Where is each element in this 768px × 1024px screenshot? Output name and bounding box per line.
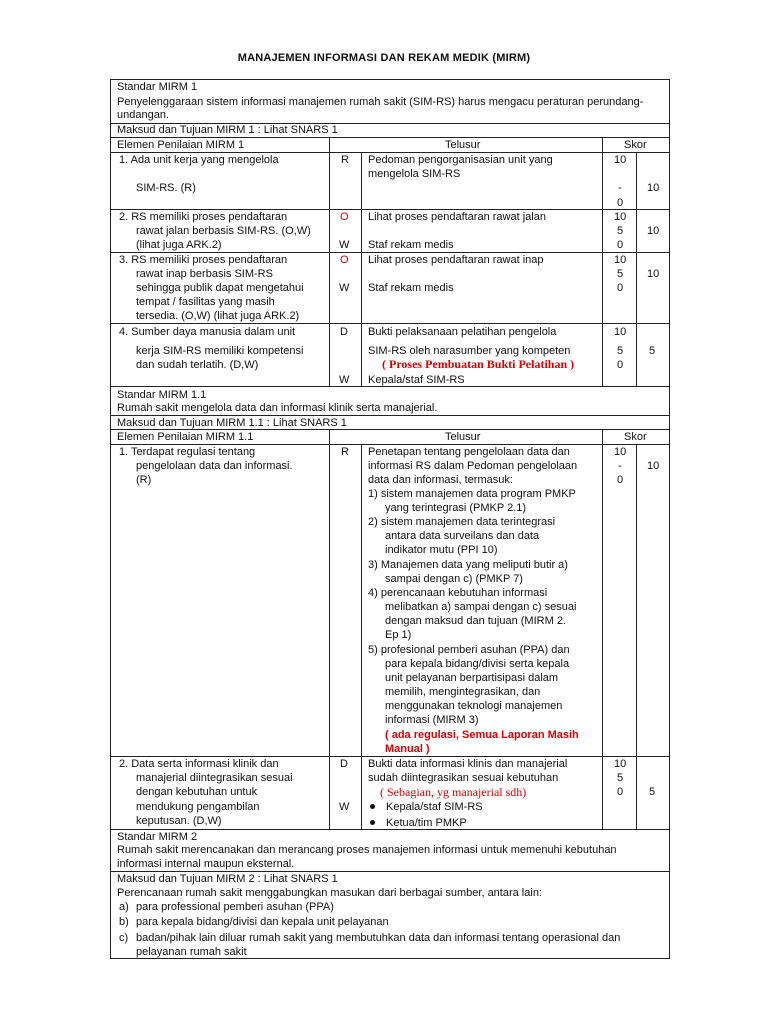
standard-description-cont: undangan. — [117, 109, 169, 121]
telusur-text: sudah diintegrasikan sesuai kebutuhan — [368, 772, 559, 784]
elemen-text: sehingga publik dapat mengetahui — [136, 282, 304, 294]
telusur-text: Lihat proses pendaftaran rawat inap — [368, 254, 544, 266]
col-header-skor: Skor — [624, 431, 647, 443]
telusur-text: yang terintegrasi (PMKP 2.1) — [385, 502, 527, 514]
telusur-text: dengan maksud dan tujuan (MIRM 2. — [385, 615, 566, 627]
elemen-text: 2. Data serta informasi klinik dan — [119, 758, 279, 770]
elemen-text: (R) — [136, 474, 152, 486]
code-letter: R — [341, 446, 349, 458]
elemen-text: keputusan. (D,W) — [136, 815, 222, 827]
code-letter: W — [339, 239, 350, 251]
elemen-text: (lihat juga ARK.2) — [136, 239, 222, 251]
col-header-telusur: Telusur — [445, 139, 481, 151]
code-letter: W — [339, 374, 350, 386]
elemen-text: 3. RS memiliki proses pendaftaran — [119, 254, 288, 266]
telusur-text: informasi (MIRM 3) — [385, 714, 479, 726]
elemen-text: kerja SIM-RS memiliki kompetensi — [136, 345, 304, 357]
elemen-text: mendukung pengambilan — [136, 801, 260, 813]
code-letter: W — [339, 282, 350, 294]
telusur-text: menggunakan teknologi manajemen — [385, 700, 563, 712]
elemen-text: SIM-RS. (R) — [136, 182, 196, 194]
elemen-text: 1. Ada unit kerja yang mengelola — [119, 154, 279, 166]
score-value: 10 — [614, 446, 627, 458]
elemen-text: 2. RS memiliki proses pendaftaran — [119, 211, 288, 223]
telusur-text: Kepala/staf SIM-RS — [368, 374, 465, 386]
elemen-text: rawat inap berbasis SIM-RS — [136, 268, 273, 280]
annotation-note: ( ada regulasi, Semua Laporan Masih — [385, 729, 579, 741]
score-value: 0 — [617, 786, 624, 798]
score-value: - — [618, 182, 622, 194]
bullet-icon — [370, 804, 375, 809]
score-value: 10 — [614, 211, 627, 223]
col-header-elemen: Elemen Penilaian MIRM 1.1 — [117, 431, 254, 443]
telusur-text: indikator mutu (PPI 10) — [385, 544, 498, 556]
telusur-text: Bukti pelaksanaan pelatihan pengelola — [368, 326, 557, 338]
telusur-text: Ep 1) — [385, 629, 412, 641]
code-letter: W — [339, 801, 350, 813]
code-letter: R — [341, 154, 349, 166]
telusur-text: data dan informasi, termasuk: — [368, 474, 513, 486]
elemen-text: dan sudah terlatih. (D,W) — [136, 359, 259, 371]
score-value: 10 — [614, 254, 627, 266]
standard-label: Standar MIRM 1 — [117, 81, 198, 93]
telusur-text: 1) sistem manajemen data program PMKP — [368, 488, 576, 500]
score-value: 0 — [617, 474, 624, 486]
list-item: badan/pihak lain diluar rumah sakit yang membutuhkan data dan informasi tentang operasional dan — [136, 932, 621, 944]
telusur-text: memilih, mengintegrasikan, dan — [385, 686, 541, 698]
telusur-text: Staf rekam medis — [368, 282, 454, 294]
maksud-tujuan: Maksud dan Tujuan MIRM 1 : Lihat SNARS 1 — [117, 124, 338, 136]
code-letter: D — [340, 326, 348, 338]
code-letter: D — [340, 758, 348, 770]
max-score: 10 — [647, 182, 660, 194]
max-score: 10 — [647, 268, 660, 280]
score-value: 5 — [617, 268, 624, 280]
telusur-text: Penetapan tentang pengelolaan data dan — [368, 446, 570, 458]
max-score: 10 — [647, 225, 660, 237]
score-value: - — [618, 460, 622, 472]
score-value: 0 — [617, 359, 624, 371]
standard-description-cont: informasi internal maupun eksternal. — [117, 858, 295, 870]
score-value: 10 — [614, 326, 627, 338]
telusur-text: Bukti data informasi klinis dan manajerial — [368, 758, 568, 770]
list-marker: b) — [119, 916, 129, 928]
list-item: para kepala bidang/divisi dan kepala unit pelayanan — [136, 916, 389, 928]
telusur-text: unit pelayanan berpartisipasi dalam — [385, 672, 559, 684]
col-header-skor: Skor — [624, 139, 647, 151]
document-title: MANAJEMEN INFORMASI DAN REKAM MEDIK (MIRM) — [237, 52, 531, 64]
score-value: 5 — [617, 772, 624, 784]
maksud-tujuan: Maksud dan Tujuan MIRM 2 : Lihat SNARS 1 — [117, 873, 338, 885]
telusur-text: informasi RS dalam Pedoman pengelolaan — [368, 460, 578, 472]
standard-description: Penyelenggaraan sistem informasi manajemen rumah sakit (SIM-RS) harus mengacu peraturan perundang- — [117, 96, 644, 108]
max-score: 10 — [647, 460, 660, 472]
telusur-text: antara data surveilans dan data — [385, 530, 540, 542]
telusur-text: melibatkan a) sampai dengan c) sesuai — [385, 601, 577, 613]
telusur-text: 4) perencanaan kebutuhan informasi — [368, 587, 548, 599]
telusur-text: Pedoman pengorganisasian unit yang — [368, 154, 553, 166]
telusur-text: Lihat proses pendaftaran rawat jalan — [368, 211, 546, 223]
maksud-tujuan: Maksud dan Tujuan MIRM 1.1 : Lihat SNARS 1 — [117, 417, 347, 429]
score-value: 10 — [614, 758, 627, 770]
list-item-cont: pelayanan rumah sakit — [136, 946, 247, 958]
elemen-text: manajerial diintegrasikan sesuai — [136, 772, 293, 784]
annotation-note: ( Sebagian, yg manajerial sdh) — [380, 785, 527, 799]
elemen-text: tempat / fasilitas yang masih — [136, 296, 275, 308]
telusur-text: mengelola SIM-RS — [368, 168, 461, 180]
score-value: 0 — [617, 282, 624, 294]
telusur-text: 5) profesional pemberi asuhan (PPA) dan — [368, 644, 570, 656]
score-value: 0 — [617, 197, 624, 209]
code-letter: O — [340, 254, 349, 266]
standard-label: Standar MIRM 1.1 — [117, 389, 207, 401]
annotation-note: Manual ) — [385, 743, 430, 755]
intro-text: Perencanaan rumah sakit menggabungkan masukan dari berbagai sumber, antara lain: — [117, 887, 542, 899]
telusur-text: SIM-RS oleh narasumber yang kompeten — [368, 345, 571, 357]
telusur-text: sampai dengan c) (PMKP 7) — [385, 573, 523, 585]
col-header-elemen: Elemen Penilaian MIRM 1 — [117, 139, 245, 151]
telusur-text: 2) sistem manajemen data terintegrasi — [368, 516, 556, 528]
code-letter: O — [340, 211, 349, 223]
standard-label: Standar MIRM 2 — [117, 831, 198, 843]
elemen-text: pengelolaan data dan informasi. — [136, 460, 293, 472]
list-marker: c) — [119, 932, 129, 944]
bullet-icon — [370, 820, 375, 825]
col-header-telusur: Telusur — [445, 431, 481, 443]
elemen-text: dengan kebutuhan untuk — [136, 786, 258, 798]
list-marker: a) — [119, 901, 129, 913]
score-value: 5 — [617, 225, 624, 237]
elemen-text: 1. Terdapat regulasi tentang — [119, 446, 256, 458]
telusur-text: para kepala bidang/divisi serta kepala — [385, 658, 570, 670]
max-score: 5 — [649, 345, 656, 357]
score-value: 5 — [617, 345, 624, 357]
elemen-text: rawat jalan berbasis SIM-RS. (O,W) — [136, 225, 311, 237]
annotation-note: ( Proses Pembuatan Bukti Pelatihan ) — [382, 357, 575, 371]
standard-description: Rumah sakit merencanakan dan merancang proses manajemen informasi untuk memenuhi kebutuhan — [117, 844, 617, 856]
max-score: 5 — [649, 786, 656, 798]
score-value: 10 — [614, 154, 627, 166]
telusur-text: Staf rekam medis — [368, 239, 454, 251]
telusur-text: Kepala/staf SIM-RS — [386, 801, 483, 813]
list-item: para professional pemberi asuhan (PPA) — [136, 901, 334, 913]
standard-description: Rumah sakit mengelola data dan informasi klinik serta manajerial. — [117, 402, 438, 414]
elemen-text: tersedia. (O,W) (lihat juga ARK.2) — [136, 310, 300, 322]
telusur-text: Ketua/tim PMKP — [386, 817, 467, 829]
score-value: 0 — [617, 239, 624, 251]
elemen-text: 4. Sumber daya manusia dalam unit — [119, 326, 296, 338]
telusur-text: 3) Manajemen data yang meliputi butir a) — [368, 559, 568, 571]
